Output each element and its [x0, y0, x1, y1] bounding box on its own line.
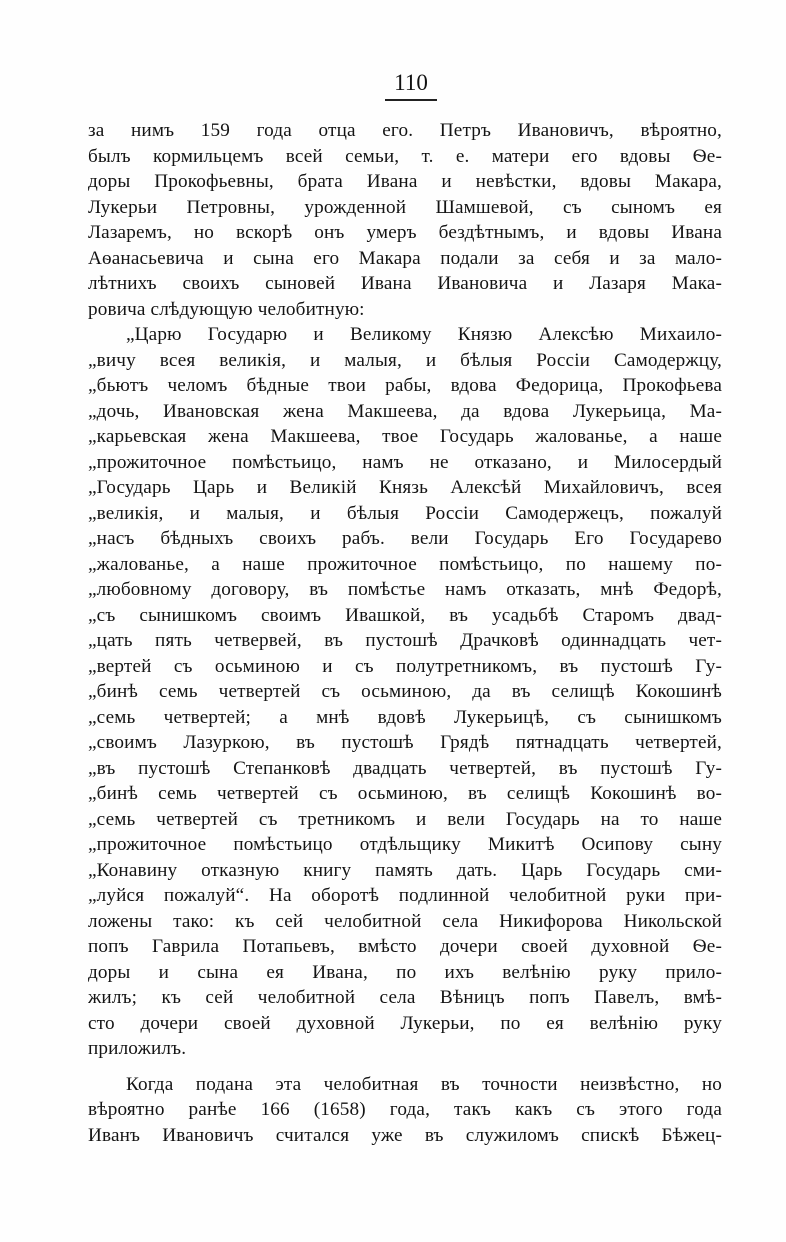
text-line: былъ кормильцемъ всей семьи, т. е. матери его вдовы Ѳе-	[88, 145, 722, 167]
text-line: ровича слѣдующую челобитную:	[88, 298, 365, 320]
text-line: Лазаремъ, но вскорѣ онъ умеръ бездѣтнымъ, и вдовы Ивана	[88, 222, 722, 243]
text-line: „Царю Государю и Великому Князю Алексѣю Михаило-	[126, 324, 722, 345]
text-line: „дочь, Ивановская жена Макшеева, да вдова Лукерьица, Ма-	[88, 400, 722, 422]
text-line: ложены тако: къ сей челобитной села Никифорова Никольской	[88, 910, 722, 932]
text-line: доры Прокофьевны, брата Ивана и невѣстки, вдовы Макара,	[88, 171, 722, 192]
text-line: „карьевская жена Макшеева, твое Государь жалованье, а наше	[88, 426, 722, 447]
body-text	[88, 118, 722, 1148]
text-line: „прожиточное помѣстьицо, намъ не отказано, и Милосердый	[88, 451, 722, 473]
text-line: „великія, и малыя, и бѣлыя Россіи Самодержецъ, пожалуй	[88, 502, 722, 524]
paragraph-1	[88, 118, 722, 322]
text-line: за нимъ 159 года отца его. Петръ Ивановичъ, вѣроятно,	[88, 120, 722, 141]
text-line: сто дочери своей духовной Лукерьи, по ея велѣнію руку	[88, 1012, 722, 1034]
paragraph-gap	[88, 1062, 722, 1072]
text-line: „вичу всея великія, и малыя, и бѣлыя Россіи Самодержцу,	[88, 349, 722, 371]
text-line: Когда подана эта челобитная въ точности неизвѣстно, но	[126, 1073, 722, 1095]
text-line: „съ сынишкомъ своимъ Ивашкой, въ усадьбѣ Старомъ двад-	[88, 604, 722, 626]
text-line: „своимъ Лазуркою, въ пустошѣ Грядѣ пятнадцать четвертей,	[88, 732, 722, 753]
petition-quote	[88, 322, 722, 1062]
text-line: „бинѣ семь четвертей съ осьминою, да въ селищѣ Кокошинѣ	[88, 681, 722, 702]
text-line: „прожиточное помѣстьицо отдѣльщику Микитѣ Осипову сыну	[88, 834, 722, 855]
page-number: 110	[385, 70, 437, 101]
text-line: „вертей съ осьминою и съ полутретникомъ, въ пустошѣ Гу-	[88, 655, 722, 677]
text-line: „любовному договору, въ помѣстье намъ отказать, мнѣ Федорѣ,	[88, 579, 722, 600]
text-line: „семь четвертей; а мнѣ вдовѣ Лукерьицѣ, съ сынишкомъ	[88, 706, 722, 728]
text-line: „бьютъ челомъ бѣдные твои рабы, вдова Федорица, Прокофьева	[88, 375, 722, 396]
text-line: „Государь Царь и Великій Князь Алексѣй Михайловичъ, всея	[88, 477, 722, 498]
text-line: жилъ; къ сей челобитной села Вѣницъ попъ Павелъ, вмѣ-	[88, 987, 722, 1008]
text-line: Иванъ Ивановичъ считался уже въ служиломъ спискѣ Бѣжец-	[88, 1124, 722, 1146]
text-line: Аѳанасьевича и сына его Макара подали за себя и за мало-	[88, 247, 722, 269]
text-line: „луйся пожалуй“. На оборотѣ подлинной челобитной руки при-	[88, 885, 722, 906]
text-line: лѣтнихъ своихъ сыновей Ивана Ивановича и Лазаря Мака-	[88, 273, 722, 294]
text-line: попъ Гаврила Потапьевъ, вмѣсто дочери своей духовной Ѳе-	[88, 936, 722, 957]
text-line: „жалованье, а наше прожиточное помѣстьицо, по нашему по-	[88, 553, 722, 575]
text-line: „Конавину отказную книгу память дать. Царь Государь сми-	[88, 859, 722, 881]
text-line: вѣроятно ранѣе 166 (1658) года, такъ какъ съ этого года	[88, 1099, 722, 1120]
text-line: „бинѣ семь четвертей съ осьминою, въ селищѣ Кокошинѣ во-	[88, 783, 722, 804]
text-line: Лукерьи Петровны, урожденной Шамшевой, съ сыномъ ея	[88, 196, 722, 218]
text-line: доры и сына ея Ивана, по ихъ велѣнію руку прило-	[88, 961, 722, 983]
text-line: „насъ бѣдныхъ своихъ рабъ. вели Государь Его Государево	[88, 528, 722, 549]
text-line: „въ пустошѣ Степанковѣ двадцать четвертей, въ пустошѣ Гу-	[88, 757, 722, 779]
text-line: приложилъ.	[88, 1038, 187, 1059]
text-line: „семь четвертей съ третникомъ и вели Государь на то наше	[88, 808, 722, 830]
paragraph-3	[88, 1072, 722, 1149]
text-line: „цать пять четвервей, въ пустошѣ Драчковѣ одиннадцать чет-	[88, 630, 722, 651]
